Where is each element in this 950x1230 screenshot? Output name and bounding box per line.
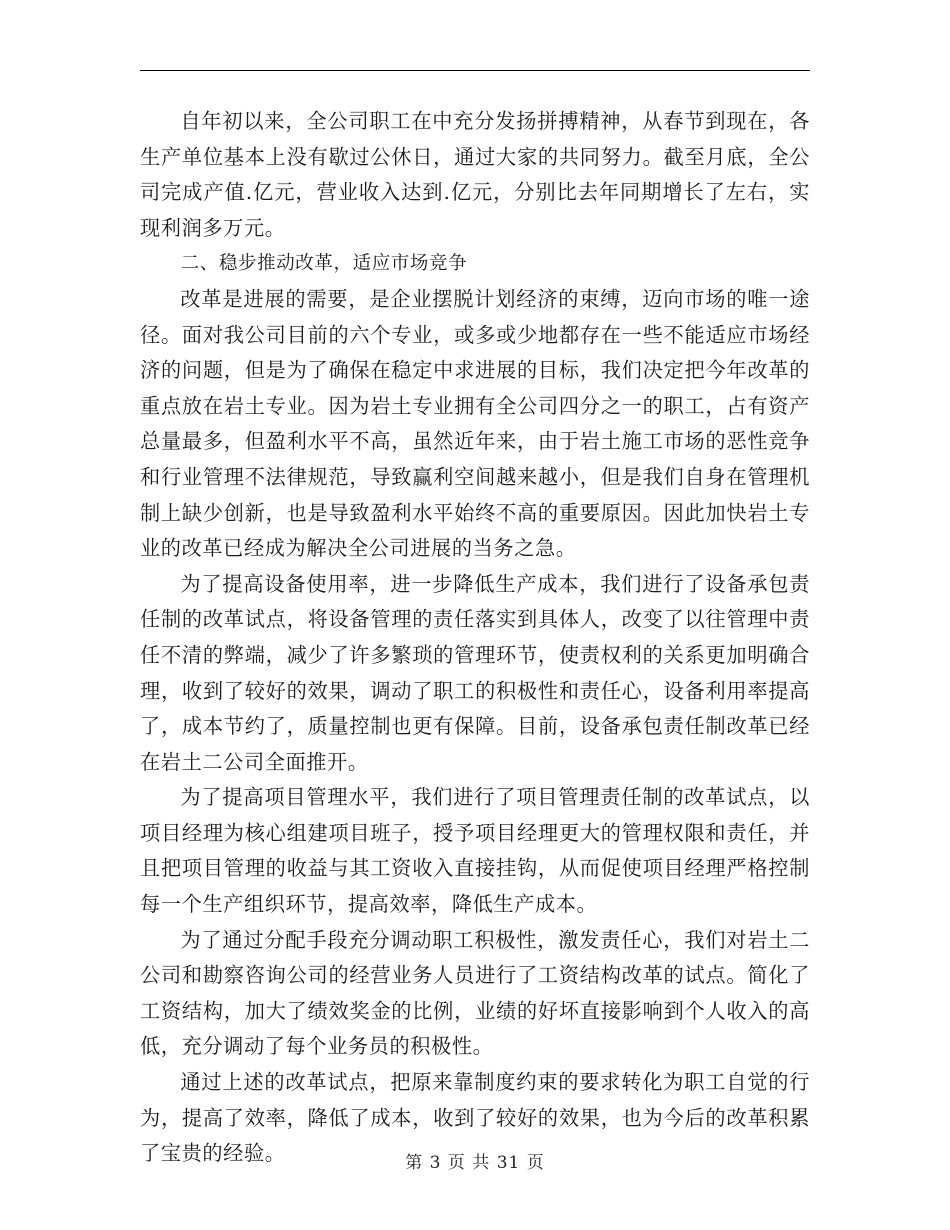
paragraph-reform-need: 改革是进展的需要，是企业摆脱计划经济的束缚，迈向市场的唯一途径。面对我公司目前的六个专业，或多或少地都存在一些不能适应市场经济的问题，但是为了确保在稳定中求进展的目标，我们决定把今年改革的重点放在岩土专业。因为岩土专业拥有全公司四分之一的职工，占有资产总量最多，但盈利水平不高，虽然近年来，由于岩土施工市场的恶性竞争和行业管理不法律规范，导致赢利空间越来越小，但是我们自身在管理机制上缺少创新，也是导致盈利水平始终不高的重要原因。因此加快岩土专业的改革已经成为解决全公司进展的当务之急。 (140, 286, 810, 561)
section-heading-reform: 二、稳步推动改革，适应市场竞争 (180, 253, 468, 275)
paragraph-salary-reform: 为了通过分配手段充分调动职工积极性，激发责任心，我们对岩土二公司和勘察咨询公司的经营业务人员进行了工资结构改革的试点。简化了工资结构，加大了绩效奖金的比例，业绩的好坏直接影响到个人收入的高低，充分调动了每个业务员的积极性。 (140, 927, 810, 1059)
paragraph-progress-summary: 自年初以来，全公司职工在中充分发扬拼搏精神，从春节到现在，各生产单位基本上没有歇过公休日，通过大家的共同努力。截至月底，全公司完成产值.亿元，营业收入达到.亿元，分别比去年同期增长了左右，实现利润多万元。 (140, 109, 810, 240)
page-number-footer: 第 3 页 共 31 页 (405, 1153, 545, 1173)
header-rule (140, 70, 810, 71)
document-body (140, 104, 810, 1172)
paragraph-equipment-contract: 为了提高设备使用率，进一步降低生产成本，我们进行了设备承包责任制的改革试点，将设备管理的责任落实到具体人，改变了以往管理中责任不清的弊端，减少了许多繁琐的管理环节，使责权利的关系更加明确合理，收到了较好的效果，调动了职工的积极性和责任心，设备利用率提高了，成本节约了，质量控制也更有保障。目前，设备承包责任制改革已经在岩土二公司全面推开。 (140, 571, 810, 774)
paragraph-reform-results: 通过上述的改革试点，把原来靠制度约束的要求转化为职工自觉的行为，提高了效率，降低了成本，收到了较好的效果，也为今后的改革积累了宝贵的经验。 (140, 1070, 810, 1166)
paragraph-project-management: 为了提高项目管理水平，我们进行了项目管理责任制的改革试点，以项目经理为核心组建项目班子，授予项目经理更大的管理权限和责任，并且把项目管理的收益与其工资收入直接挂钩，从而促使项目经理严格控制每一个生产组织环节，提高效率，降低生产成本。 (140, 785, 810, 917)
